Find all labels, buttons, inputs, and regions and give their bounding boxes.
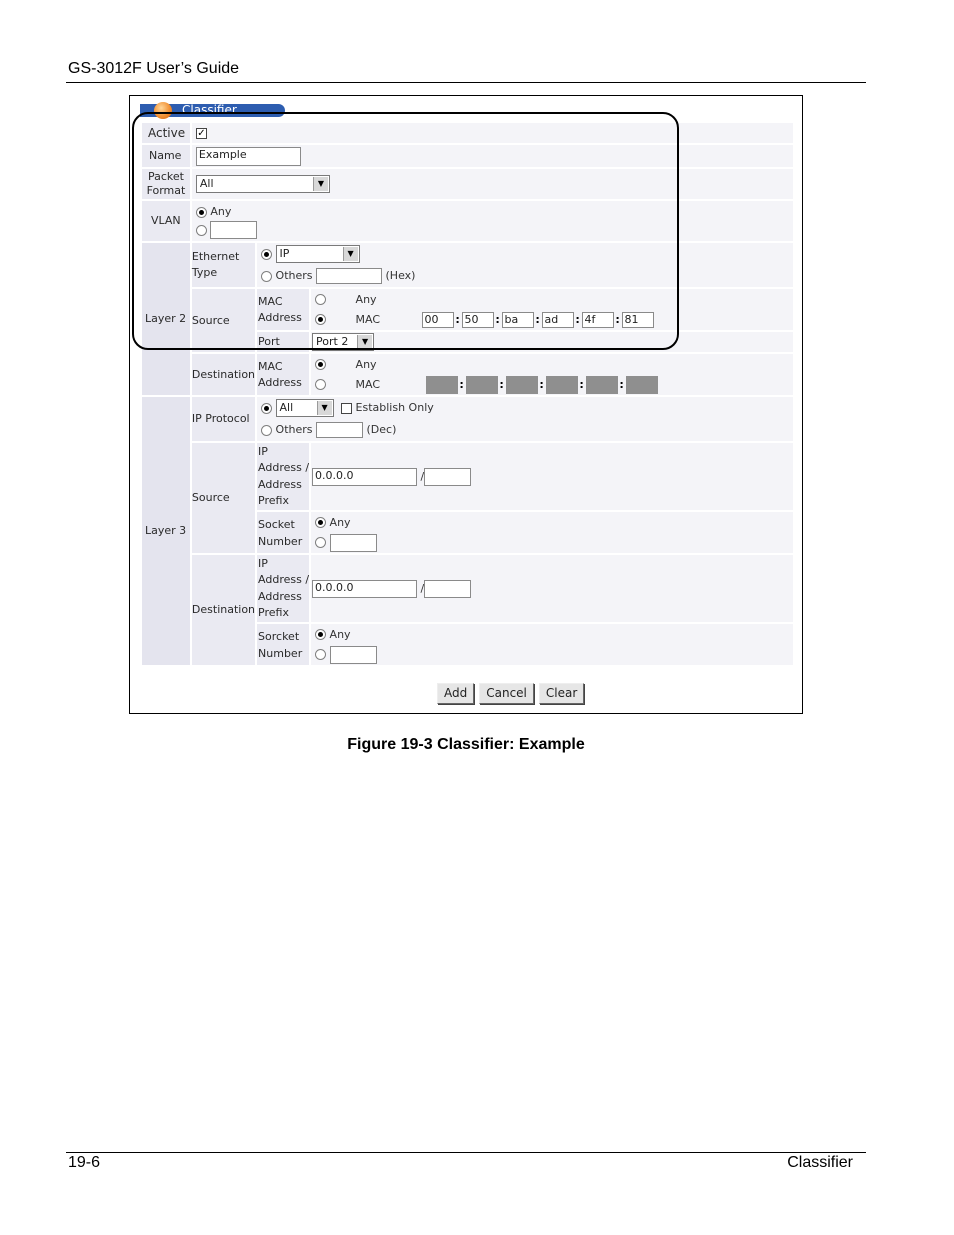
name-value-cell [191,144,794,168]
mac-separator: : [615,312,620,326]
ethernet-type-value-cell [256,242,794,288]
source-mac-specific-radio[interactable] [315,314,326,325]
vlan-value-cell [191,200,794,242]
port-value-cell [310,331,794,353]
dest-socket-specific-radio[interactable] [315,649,326,660]
source-ip-label-4: Prefix [258,494,289,507]
source-ip-label-2: Address / [258,461,310,474]
source-mac-octet-3[interactable]: ba [502,312,534,328]
source-mac-label-2: Address [258,310,302,324]
ip-protocol-dec-label: (Dec) [366,423,397,436]
ip-protocol-others-radio[interactable] [261,425,272,436]
source-ip-label-1: IP [258,444,268,458]
layer3-label: Layer 3 [145,524,187,537]
ethernet-type-select[interactable] [276,245,360,263]
source-ip-value-cell [310,442,794,511]
chapter-name: Classifier [787,1154,853,1171]
ip-protocol-others-input[interactable] [316,422,363,438]
source-mac-mac-label: MAC [355,312,381,326]
chevron-down-icon: ▼ [313,177,328,191]
source-mac-value-cell [310,288,794,331]
source-mac-octet-6[interactable]: 81 [622,312,654,328]
packet-format-label-2: Format [146,184,186,197]
source-mac-octet-1[interactable]: 00 [422,312,454,328]
mac-separator: : [455,312,460,326]
dest-mac-octet-3[interactable] [506,376,538,394]
ip-protocol-label-cell [191,396,256,442]
dest-ip-input[interactable]: 0.0.0.0 [312,580,417,598]
source-mac-octet-2[interactable]: 50 [462,312,494,328]
ethernet-type-others-input[interactable] [316,268,382,284]
l3-source-label-cell [191,442,256,554]
source-socket-any-label: Any [329,515,351,529]
name-label: Name [149,149,182,162]
chevron-down-icon: ▼ [343,247,358,261]
establish-only-checkbox[interactable] [341,403,352,414]
ethernet-type-label-cell [191,242,256,288]
add-button[interactable]: Add [437,683,474,704]
form-buttons [437,683,589,704]
ethernet-type-label-1: Ethernet [191,250,240,263]
dest-ip-label-4: Prefix [258,606,289,619]
source-ip-input[interactable]: 0.0.0.0 [312,468,417,486]
panel-title: Classifier [182,103,237,117]
ethernet-type-others-label: Others [275,269,313,282]
dest-mac-specific-radio[interactable] [315,379,326,390]
document-header: GS-3012F User’s Guide [68,60,240,77]
dest-mac-octet-1[interactable] [426,376,458,394]
source-mac-label-cell [256,288,310,331]
dest-socket-any-radio[interactable] [315,629,326,640]
ethernet-type-hex-label: (Hex) [385,269,416,282]
dest-mac-any-radio[interactable] [315,359,326,370]
dest-ip-label-3: Address [258,589,302,603]
packet-format-label-cell [141,168,191,200]
classifier-form [140,121,795,667]
source-socket-label-cell [256,511,310,554]
active-label-cell [141,122,191,144]
port-label: Port [258,335,280,348]
packet-format-select[interactable] [196,175,330,193]
dest-ip-label-cell [256,554,310,623]
page-number: 19-6 [68,1154,101,1171]
source-mac-octet-5[interactable]: 4f [582,312,614,328]
chevron-down-icon: ▼ [357,335,372,349]
ethernet-type-value: IP [279,247,290,260]
mac-separator: : [495,312,500,326]
name-label-cell [141,144,191,168]
dest-mac-label-2: Address [258,375,302,389]
mac-separator: : [459,377,464,391]
l3-destination-label-cell [191,554,256,666]
l2-source-label: Source [191,313,230,327]
dest-socket-label-cell [256,623,310,666]
dest-mac-label-cell [256,353,310,396]
source-ip-label-cell [256,442,310,511]
source-mac-any-label: Any [355,292,377,306]
ethernet-type-others-radio[interactable] [261,271,272,282]
l3-source-label: Source [191,491,230,504]
dest-mac-octet-2[interactable] [466,376,498,394]
source-ip-slash: / [420,469,425,483]
source-socket-any-radio[interactable] [315,517,326,528]
packet-format-label-1: Packet [147,170,184,183]
l2-source-label-cell [191,288,256,353]
chevron-down-icon: ▼ [317,401,332,415]
port-label-cell [256,331,310,353]
ip-protocol-select-radio[interactable] [261,403,272,414]
dest-mac-any-label: Any [355,357,377,371]
panel-title-bar [140,104,285,117]
source-socket-label-2: Number [258,534,303,548]
mac-separator: : [579,377,584,391]
vlan-any-label: Any [210,205,232,218]
source-ip-label-3: Address [258,477,302,491]
ip-protocol-value: All [279,401,294,414]
active-label: Active [148,126,186,140]
layer3-label-cell [141,396,191,666]
dest-mac-octet-4[interactable] [546,376,578,394]
dest-ip-label-1: IP [258,556,268,570]
source-socket-specific-radio[interactable] [315,537,326,548]
ip-protocol-value-cell [256,396,794,442]
mac-separator: : [535,312,540,326]
ethernet-type-ip-radio[interactable] [261,249,272,260]
dest-socket-any-label: Any [329,627,351,641]
mac-separator: : [619,377,624,391]
l2-destination-label: Destination [191,367,256,381]
ethernet-type-label-2: Type [191,266,218,279]
mac-separator: : [539,377,544,391]
mac-separator: : [499,377,504,391]
dest-ip-value-cell [310,554,794,623]
dest-mac-mac-label: MAC [355,377,381,391]
dest-mac-value-cell [310,353,794,396]
packet-format-value-cell [191,168,794,200]
source-socket-input[interactable] [330,534,377,552]
packet-format-value: All [199,177,214,190]
source-socket-value-cell [310,511,794,554]
clear-button[interactable]: Clear [539,683,584,704]
source-mac-label-1: MAC [258,294,283,308]
active-value-cell [191,122,794,144]
vlan-label: VLAN [151,214,181,227]
mac-separator: : [575,312,580,326]
source-ip-prefix-input[interactable] [424,468,471,486]
dest-mac-label-1: MAC [258,359,283,373]
vlan-id-radio[interactable] [196,225,207,236]
vlan-label-cell [141,200,191,242]
name-input[interactable]: Example [196,147,301,166]
source-socket-label-1: Socket [258,517,295,531]
layer2-label-cell [141,242,191,396]
dest-ip-prefix-input[interactable] [424,580,471,598]
footer-rule [66,1152,866,1153]
classifier-orb-icon [154,102,172,119]
port-select[interactable] [312,333,374,351]
source-mac-octet-4[interactable]: ad [542,312,574,328]
l2-destination-label-cell [191,353,256,396]
active-checkbox[interactable]: ✓ [197,127,206,139]
ip-protocol-others-label: Others [275,423,313,436]
dest-ip-label-2: Address / [258,573,310,586]
dest-socket-value-cell [310,623,794,666]
vlan-any-radio[interactable] [196,207,207,218]
vlan-id-input[interactable] [210,221,257,239]
dest-socket-input[interactable] [330,646,377,664]
dest-socket-label-1: Sorcket [258,629,300,643]
dest-mac-octet-5[interactable] [586,376,618,394]
header-rule [66,82,866,83]
ip-protocol-select[interactable] [276,399,334,417]
figure-caption: Figure 19-3 Classifier: Example [347,736,585,753]
dest-socket-label-2: Number [258,646,303,660]
port-value: Port 2 [316,335,349,348]
l3-destination-label: Destination [191,603,256,616]
cancel-button[interactable]: Cancel [479,683,534,704]
dest-mac-octet-6[interactable] [626,376,658,394]
establish-only-label: Establish Only [355,401,434,414]
source-mac-any-radio[interactable] [315,294,326,305]
dest-ip-slash: / [420,581,425,595]
layer2-label: Layer 2 [145,312,187,325]
ip-protocol-label: IP Protocol [191,412,250,425]
